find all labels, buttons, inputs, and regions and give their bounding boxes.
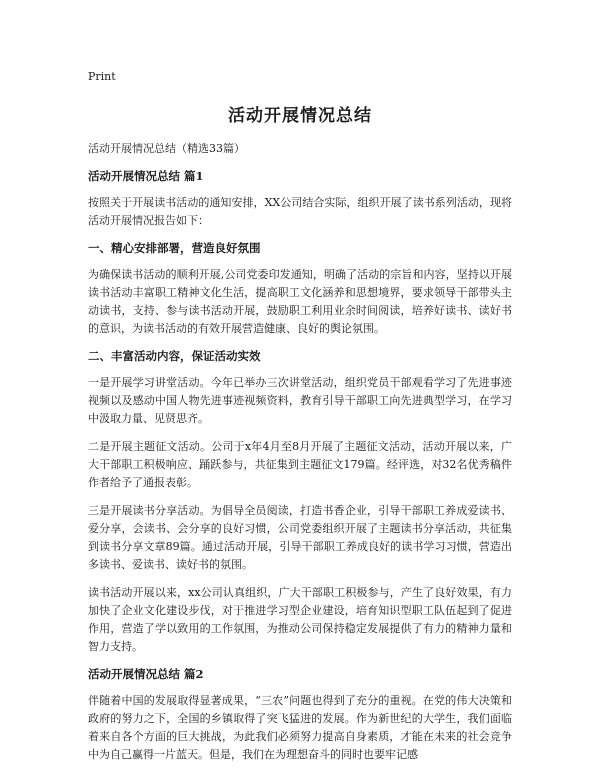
article-heading: 活动开展情况总结 篇1	[88, 169, 204, 183]
paragraph: 为确保读书活动的顺利开展,公司党委印发通知，明确了活动的宗旨和内容，坚持以开展读书活动丰富职工精神文化生活，提高职工文化涵养和思想境界，要求领导干部带头主动读书，支持、参与读书活动开展，鼓励职工利用业余时间阅读，培养好读书、读好书的意识，为读书活动的有效开展营造健康、良好的舆论氛围。	[88, 268, 512, 335]
article-intro: 按照关于开展读书活动的通知安排，XX公司结合实际，组织开展了读书系列活动，现将活动开展情况报告如下：	[88, 196, 512, 227]
print-link[interactable]: Print	[88, 70, 116, 83]
paragraph: 读书活动开展以来，xx公司认真组织，广大干部职工积极参与，产生了良好效果，有力加快了企业文化建设步伐，对于推进学习型企业建设，培育知识型职工队伍起到了促进作用，营造了学以致用的工作氛围，为推动公司保持稳定发展提供了有力的精神力量和智力支持。	[88, 586, 512, 653]
article-intro: 伴随着中国的发展取得显著成果，“三农”问题也得到了充分的重视。在党的伟大决策和政府的努力之下，全国的乡镇取得了突飞猛进的发展。作为新世纪的大学生，我们面临着来自各个方面的巨大挑战，为此我们必须努力提高自身素质，才能在未来的社会竞争中为自己赢得一片蓝天。但是，我们在为理想奋斗的同时也要牢记感	[88, 694, 512, 761]
paragraph: 一是开展学习讲堂活动。今年已举办三次讲堂活动，组织党员干部观看学习了先进事迹视频以及感动中国人物先进事迹视频资料，教育引导干部职工向先进典型学习，在学习中汲取力量、见贤思齐。	[88, 376, 512, 425]
section-heading: 二、丰富活动内容，保证活动实效	[88, 349, 261, 363]
document-title: 活动开展情况总结	[228, 106, 372, 126]
article-heading: 活动开展情况总结 篇2	[88, 667, 204, 681]
document-subtitle: 活动开展情况总结（精选33篇）	[88, 142, 245, 155]
section-heading: 一、精心安排部署，营造良好氛围	[88, 241, 261, 255]
paragraph: 二是开展主题征文活动。公司于x年4月至8月开展了主题征文活动，活动开展以来，广大干部职工积极响应、踊跃参与，共征集到主题征文179篇。经评选，对32名优秀稿件作者给予了通报表彰。	[88, 440, 512, 489]
paragraph: 三是开展读书分享活动。为倡导全员阅读，打造书香企业，引导干部职工养成爱读书、爱分享，会读书、会分享的良好习惯，公司党委组织开展了主题读书分享活动，共征集到读书分享文章89篇。通过活动开展，引导干部职工养成良好的读书学习习惯，营造出多读书、爱读书、读好书的氛围。	[88, 504, 512, 571]
